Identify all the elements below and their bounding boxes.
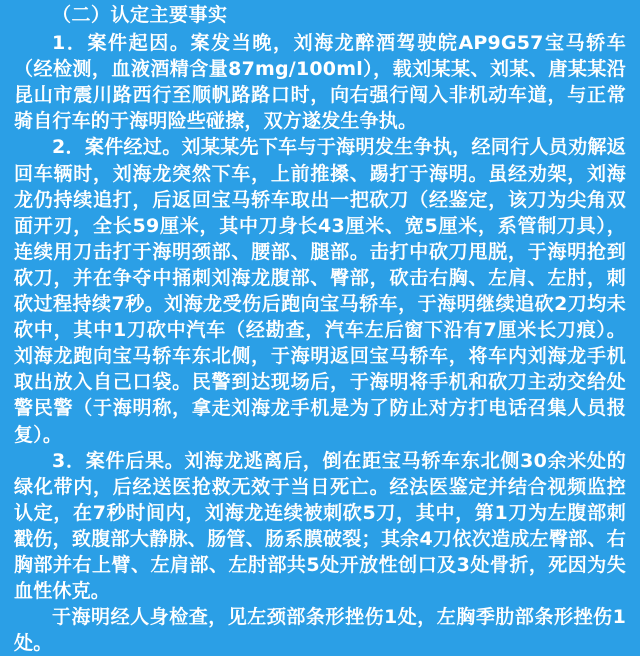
paragraph-case-cause: 1．案件起因。案发当晚，刘海龙醉酒驾驶皖AP9G57宝马轿车（经检测，血液酒精含量87mg/100ml），载刘某某、刘某、唐某某沿昆山市震川路西行至顺帆路路口时，向右强行闯入非机动车道，与正常骑自行车的于海明险些碰擦，双方遂发生争执。 bbox=[14, 32, 626, 133]
paragraph-case-consequence: 3．案件后果。刘海龙逃离后，倒在距宝马轿车东北侧30余米处的绿化带内，后经送医抢救无效于当日死亡。经法医鉴定并结合视频监控认定，在7秒时间内，刘海龙连续被刺砍5刀，其中，第1刀为左腹部刺戳伤，致腹部大静脉、肠管、肠系膜破裂；其余4刀依次造成左臀部、右胸部并右上臂、左肩部、左肘部共5处开放性创口及3处骨折，死因为失血性休克。 bbox=[14, 449, 626, 603]
section-heading: （二）认定主要事实 bbox=[52, 4, 228, 26]
paragraph-injury-exam: 于海明经人身检查，见左颈部条形挫伤1处，左胸季肋部条形挫伤1处。 bbox=[14, 606, 626, 655]
paragraph-case-process: 2．案件经过。刘某某先下车与于海明发生争执，经同行人员劝解返回车辆时，刘海龙突然下车，上前推搡、踢打于海明。虽经劝架，刘海龙仍持续追打，后返回宝马轿车取出一把砍刀（经鉴定，该刀为尖角双面开刃，全长59厘米，其中刀身长43厘米、宽5厘米，系管制刀具），连续用刀击打于海明颈部、腰部、腿部。击打中砍刀甩脱，于海明抢到砍刀，并在争夺中捅刺刘海龙腹部、臀部，砍击右胸、左肩、左肘，刺砍过程持续7秒。刘海龙受伤后跑向宝马轿车，于海明继续追砍2刀均未砍中，其中1刀砍中汽车（经勘查，汽车左后窗下沿有7厘米长刀痕）。刘海龙跑向宝马轿车东北侧，于海明返回宝马轿车，将车内刘海龙手机取出放入自己口袋。民警到达现场后，于海明将手机和砍刀主动交给处警民警（于海明称，拿走刘海龙手机是为了防止对方打电话召集人员报复）。 bbox=[14, 136, 626, 446]
